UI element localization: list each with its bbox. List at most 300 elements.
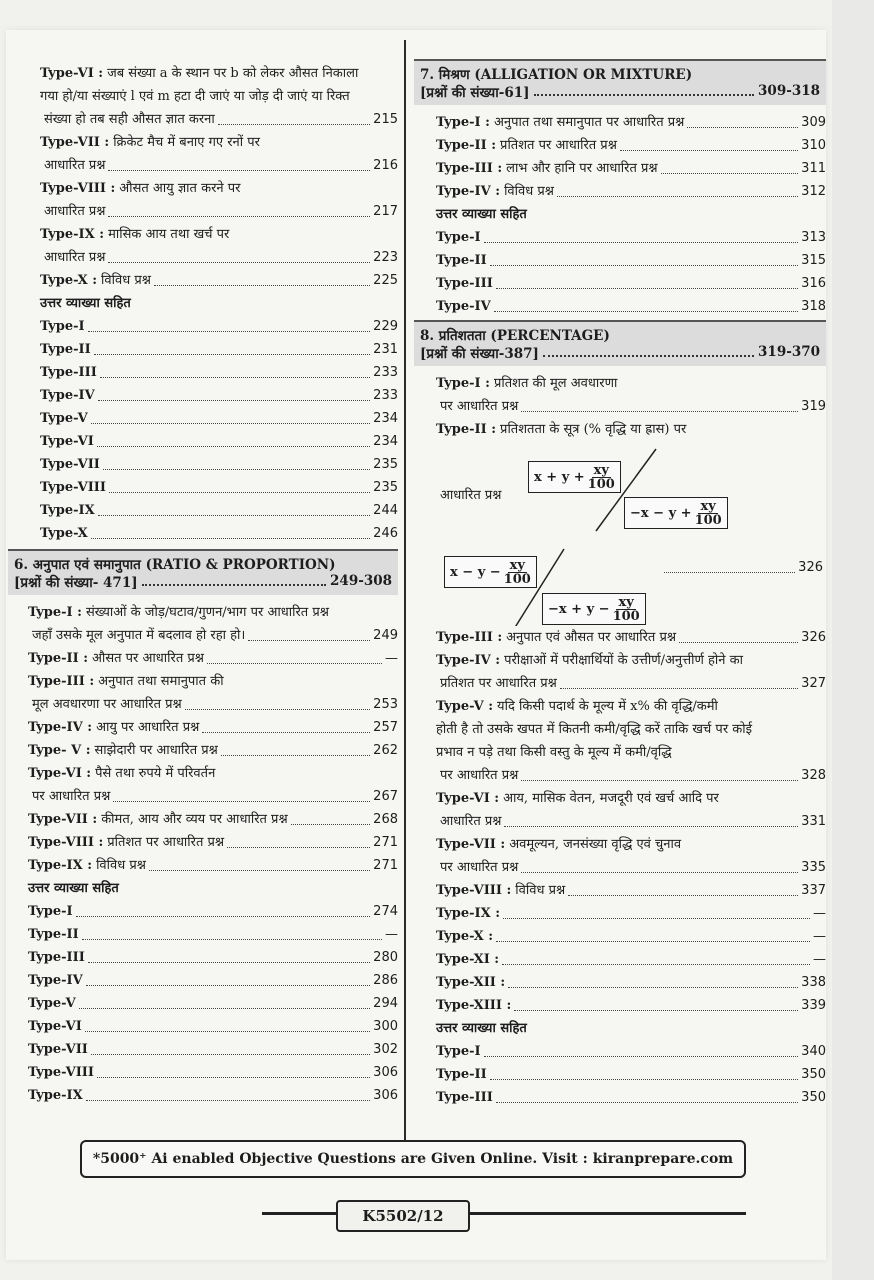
toc-line — [28, 785, 398, 808]
page-code: K5502/12 — [336, 1200, 470, 1232]
leader-dots — [82, 939, 382, 940]
leader-dots — [514, 1010, 798, 1011]
toc-text: पर आधारित प्रश्न — [32, 789, 111, 804]
toc-line — [436, 1040, 826, 1063]
toc-text: पर आधारित प्रश्न — [440, 768, 519, 783]
type-label: Type-II — [436, 253, 487, 268]
leader-dots — [568, 895, 798, 896]
type-label: Type-I — [436, 1044, 481, 1059]
type-label: Type-IX : — [28, 858, 93, 873]
toc-text: जब संख्या a के स्थान पर b को लेकर औसत निकाला — [107, 66, 359, 81]
leader-dots — [113, 801, 370, 802]
leader-dots — [502, 964, 810, 965]
fraction-denominator: 100 — [694, 512, 722, 528]
type-label: Type-VII — [28, 1042, 88, 1057]
leader-dots — [496, 1102, 798, 1103]
toc-line — [40, 200, 398, 223]
type-label: Type-IV — [28, 973, 83, 988]
toc-line — [28, 693, 398, 716]
type-label: Type-I — [436, 230, 481, 245]
type-label: Type-III : — [436, 630, 503, 645]
chapter-header — [414, 59, 826, 105]
toc-line — [436, 134, 826, 157]
toc-first-line — [436, 787, 826, 810]
toc-first-line — [436, 833, 826, 856]
toc-line — [436, 856, 826, 879]
leader-dots — [97, 1077, 370, 1078]
leader-dots — [679, 642, 798, 643]
fraction-denominator: 100 — [503, 571, 531, 587]
toc-line — [436, 157, 826, 180]
toc-first-line — [28, 601, 398, 624]
toc-line — [436, 272, 826, 295]
page-number: 280 — [373, 950, 398, 965]
fraction-numerator: xy — [618, 594, 634, 610]
toc-text: कीमत, आय और व्यय पर आधारित प्रश्न — [101, 812, 288, 827]
leader-dots — [202, 732, 370, 733]
chapter-count-line — [420, 344, 820, 362]
toc-line — [40, 246, 398, 269]
leader-dots — [504, 826, 798, 827]
slash-line — [596, 449, 656, 531]
toc-line — [28, 1015, 398, 1038]
type-label: Type-III — [40, 365, 97, 380]
toc-text: अवमूल्यन, जनसंख्या वृद्धि एवं चुनाव — [509, 837, 682, 852]
toc-line — [40, 269, 398, 292]
toc-text: अनुपात तथा समानुपात की — [98, 674, 224, 689]
page-number: 262 — [373, 743, 398, 758]
leader-dots — [76, 916, 371, 917]
toc-text: साझेदारी पर आधारित प्रश्न — [94, 743, 218, 758]
page-number: 257 — [373, 720, 398, 735]
page-number: 235 — [373, 480, 398, 495]
slash-line — [514, 549, 564, 626]
page-number: 268 — [373, 812, 398, 827]
toc-line — [28, 854, 398, 877]
leader-dots — [91, 423, 370, 424]
type-label: Type-I — [40, 319, 85, 334]
toc-text-line: उत्तर व्याख्या सहित — [436, 207, 527, 222]
leader-dots — [494, 311, 798, 312]
toc-line — [436, 226, 826, 249]
toc-text: पर आधारित प्रश्न — [440, 399, 519, 414]
type-label: Type-II : — [436, 138, 497, 153]
type-label: Type-III — [28, 950, 85, 965]
toc-line — [40, 499, 398, 522]
toc-text: लाभ और हानि पर आधारित प्रश्न — [506, 161, 658, 176]
leader-dots — [543, 344, 754, 357]
fraction-numerator: xy — [509, 557, 525, 573]
toc-text: अनुपात तथा समानुपात पर आधारित प्रश्न — [493, 115, 685, 130]
page-number: 302 — [373, 1042, 398, 1057]
type-label: Type-X : — [436, 929, 494, 944]
leader-dots — [291, 824, 371, 825]
toc-text: आधारित प्रश्न — [44, 158, 106, 173]
page-number: 311 — [801, 161, 826, 176]
fraction-numerator: xy — [593, 462, 609, 478]
formula-slash-lines — [436, 441, 736, 626]
page-number: 318 — [801, 299, 826, 314]
leader-dots — [484, 242, 799, 243]
toc-line — [28, 992, 398, 1015]
toc-text: औसत आयु ज्ञात करने पर — [119, 181, 241, 196]
toc-text: विविध प्रश्न — [96, 858, 146, 873]
page-number: — — [385, 927, 398, 942]
leader-dots — [664, 572, 795, 573]
type-label: Type-VII — [40, 457, 100, 472]
leader-dots — [88, 331, 371, 332]
page-number: — — [813, 929, 826, 944]
page-number: 328 — [801, 768, 826, 783]
toc-line — [40, 361, 398, 384]
toc-text: औसत पर आधारित प्रश्न — [92, 651, 204, 666]
leader-dots — [620, 150, 798, 151]
toc-text: प्रतिशत पर आधारित प्रश्न — [440, 676, 557, 691]
toc-text: क्रिकेट मैच में बनाए गए रनों पर — [113, 135, 260, 150]
toc-line — [28, 647, 398, 670]
toc-text: यदि किसी पदार्थ के मूल्य में x% की वृद्धि/कमी — [497, 699, 718, 714]
toc-line — [28, 739, 398, 762]
type-label: Type-II : — [28, 651, 89, 666]
toc-text-line: उत्तर व्याख्या सहित — [436, 1021, 527, 1036]
page-number: 286 — [373, 973, 398, 988]
type-label: Type-VI : — [40, 66, 104, 81]
toc-text: पैसे तथा रुपये में परिवर्तन — [95, 766, 216, 781]
chapter-title: 6. अनुपात एवं समानुपात (RATIO & PROPORTION) — [14, 557, 336, 573]
toc-line — [28, 808, 398, 831]
type-label: Type-IV — [436, 299, 491, 314]
toc-line — [436, 180, 826, 203]
page-number: 315 — [801, 253, 826, 268]
fraction-denominator: 100 — [612, 608, 640, 624]
leader-dots — [687, 127, 798, 128]
type-label: Type-IV — [40, 388, 95, 403]
toc-text: मासिक आय तथा खर्च पर — [108, 227, 230, 242]
chapter-count-line — [14, 573, 392, 591]
toc-line — [436, 902, 826, 925]
type-label: Type-IV : — [28, 720, 93, 735]
toc-line — [436, 295, 826, 318]
type-label: Type-IV : — [436, 184, 501, 199]
leader-dots — [490, 265, 798, 266]
page-number: 337 — [801, 883, 826, 898]
type-label: Type-III : — [28, 674, 95, 689]
toc-text: प्रतिशत पर आधारित प्रश्न — [107, 835, 225, 850]
page-number: 300 — [373, 1019, 398, 1034]
page-number: 350 — [801, 1067, 826, 1082]
page-number: 271 — [373, 858, 398, 873]
leader-dots — [521, 411, 798, 412]
type-label: Type- V : — [28, 743, 91, 758]
leader-dots — [98, 515, 370, 516]
type-label: Type-I — [28, 904, 73, 919]
type-label: Type-II — [40, 342, 91, 357]
toc-text: संख्या हो तब सही औसत ज्ञात करना — [44, 112, 215, 127]
chapter-7 — [420, 59, 826, 318]
page-number: 271 — [373, 835, 398, 850]
page-number: 326 — [798, 560, 823, 575]
page-number: 306 — [373, 1088, 398, 1103]
toc-text-line: उत्तर व्याख्या सहित — [40, 296, 131, 311]
type-label: Type-XIII : — [436, 998, 512, 1013]
question-count: [प्रश्नों की संख्या- 471] — [14, 575, 138, 591]
code-rule-right — [466, 1212, 746, 1215]
page-number: 326 — [801, 630, 826, 645]
toc-line — [436, 1063, 826, 1086]
leader-dots — [108, 216, 370, 217]
code-rule-left — [262, 1212, 336, 1215]
leader-dots — [97, 446, 370, 447]
toc-line — [28, 923, 398, 946]
type-label: Type-IV : — [436, 653, 501, 668]
toc-line — [40, 407, 398, 430]
page-number: 244 — [373, 503, 398, 518]
leader-dots — [108, 262, 370, 263]
toc-line — [661, 556, 823, 579]
toc-first-line — [436, 418, 826, 441]
page-number: 319 — [801, 399, 826, 414]
page-number: 267 — [373, 789, 398, 804]
chapter-6-entries — [10, 601, 398, 1107]
toc-text-line: प्रभाव न पड़े तथा किसी वस्तु के मूल्य में कमी/वृद्धि — [436, 745, 672, 760]
toc-line — [28, 831, 398, 854]
toc-first-line — [436, 695, 826, 718]
type-label: Type-V — [28, 996, 76, 1011]
page-range: 249-308 — [330, 573, 392, 589]
question-count: [प्रश्नों की संख्या-387] — [420, 346, 539, 362]
toc-text: आयु पर आधारित प्रश्न — [96, 720, 200, 735]
type-label: Type-III — [436, 1090, 493, 1105]
type-label: Type-X : — [40, 273, 98, 288]
leader-dots — [98, 400, 370, 401]
type-label: Type-I : — [436, 115, 490, 130]
page-number: 335 — [801, 860, 826, 875]
type-label: Type-III — [436, 276, 493, 291]
page-number: 223 — [373, 250, 398, 265]
page-number: 249 — [373, 628, 398, 643]
toc-text-line: उत्तर व्याख्या सहित — [28, 881, 119, 896]
toc-first-line — [40, 177, 398, 200]
toc-text: आधारित प्रश्न — [44, 204, 106, 219]
leader-dots — [521, 872, 798, 873]
leader-dots — [496, 941, 810, 942]
page-number: 225 — [373, 273, 398, 288]
toc-line — [40, 453, 398, 476]
toc-text: मूल अवधारणा पर आधारित प्रश्न — [32, 697, 182, 712]
type-label: Type-II : — [436, 422, 497, 437]
toc-text: विविध प्रश्न — [504, 184, 554, 199]
leader-dots — [218, 124, 370, 125]
book-edge — [832, 0, 874, 1280]
toc-text-line: गया हो/या संख्याएं l एवं m हटा दी जाएं या जोड़ दी जाएं या रिक्त — [40, 89, 350, 104]
page-range: 319-370 — [758, 344, 820, 360]
page-number: 253 — [373, 697, 398, 712]
leader-dots — [91, 1054, 370, 1055]
page-number: 350 — [801, 1090, 826, 1105]
toc-line — [436, 111, 826, 134]
chapter-count-line — [420, 83, 820, 101]
toc-first-line — [40, 223, 398, 246]
leader-dots — [560, 688, 798, 689]
type-label: Type-IX — [40, 503, 95, 518]
type-label: Type-IX — [28, 1088, 83, 1103]
page-number: 215 — [373, 112, 398, 127]
type-label: Type-V — [40, 411, 88, 426]
page-number: 316 — [801, 276, 826, 291]
toc-line — [436, 672, 826, 695]
toc-text: प्रतिशत पर आधारित प्रश्न — [500, 138, 617, 153]
chapter-header — [414, 320, 826, 366]
toc-text: पर आधारित प्रश्न — [440, 860, 519, 875]
toc-line — [28, 946, 398, 969]
leader-dots — [503, 918, 810, 919]
leader-dots — [534, 83, 755, 96]
type-label: Type-VIII : — [436, 883, 512, 898]
page-number: 306 — [373, 1065, 398, 1080]
leader-dots — [154, 285, 370, 286]
toc-line — [28, 1084, 398, 1107]
page-number: 216 — [373, 158, 398, 173]
left-column — [10, 62, 398, 1107]
page-number: 246 — [373, 526, 398, 541]
type-label: Type-VI — [28, 1019, 82, 1034]
toc-first-line — [28, 670, 398, 693]
toc-line — [40, 476, 398, 499]
toc-line — [28, 1038, 398, 1061]
type-label: Type-IX : — [40, 227, 105, 242]
leader-dots — [94, 354, 370, 355]
page-number: 339 — [801, 998, 826, 1013]
page-range: 309-318 — [758, 83, 820, 99]
toc-line — [436, 249, 826, 272]
toc-line — [436, 395, 826, 418]
leader-dots — [207, 663, 382, 664]
type-label: Type-X — [40, 526, 88, 541]
toc-line — [436, 879, 826, 902]
chapter-6 — [10, 549, 398, 1107]
toc-text: संख्याओं के जोड़/घटाव/गुणन/भाग पर आधारित प्रश्न — [85, 605, 329, 620]
formula-term: −x + y − — [548, 601, 610, 617]
type-label: Type-II — [28, 927, 79, 942]
toc-line — [436, 764, 826, 787]
type-label: Type-VI : — [28, 766, 92, 781]
type-label: Type-XI : — [436, 952, 500, 967]
toc-line — [28, 624, 398, 647]
page-number: 231 — [373, 342, 398, 357]
page-number: 274 — [373, 904, 398, 919]
type-label: Type-VIII — [40, 480, 106, 495]
toc-first-line — [436, 649, 826, 672]
leader-dots — [490, 1079, 798, 1080]
formula-term: x + y + — [534, 469, 585, 485]
page-number: 234 — [373, 411, 398, 426]
leader-dots — [91, 538, 370, 539]
page-number: 229 — [373, 319, 398, 334]
leader-dots — [521, 780, 798, 781]
toc-line — [40, 315, 398, 338]
toc-line — [436, 925, 826, 948]
chapter-title: 8. प्रतिशतता (PERCENTAGE) — [420, 328, 610, 344]
type-label: Type-VIII — [28, 1065, 94, 1080]
toc-line — [436, 1086, 826, 1109]
leader-dots — [108, 170, 370, 171]
formula-term: x − y − — [450, 564, 501, 580]
type-label: Type-XII : — [436, 975, 506, 990]
toc-line — [28, 969, 398, 992]
toc-line — [436, 810, 826, 833]
toc-text: परीक्षाओं में परीक्षार्थियों के उत्तीर्ण/अनुत्तीर्ण होने का — [504, 653, 743, 668]
toc-line — [436, 948, 826, 971]
toc-line — [28, 900, 398, 923]
page-number: 313 — [801, 230, 826, 245]
chapter-title: 7. मिश्रण (ALLIGATION OR MIXTURE) — [420, 67, 693, 83]
type-label: Type-VII : — [436, 837, 506, 852]
page-number: 233 — [373, 365, 398, 380]
leader-dots — [86, 1100, 370, 1101]
page-number: 294 — [373, 996, 398, 1011]
leader-dots — [142, 573, 326, 586]
question-count: [प्रश्नों की संख्या-61] — [420, 85, 530, 101]
toc-line — [436, 971, 826, 994]
leader-dots — [227, 847, 370, 848]
chapter-6-answers — [28, 877, 398, 1107]
formula-term: −x − y + — [630, 505, 692, 521]
fraction-denominator: 100 — [587, 476, 615, 492]
toc-line — [40, 430, 398, 453]
type-label: Type-I : — [28, 605, 82, 620]
toc-first-line — [40, 62, 398, 85]
type-label: Type-I : — [436, 376, 490, 391]
type-label: Type-III : — [436, 161, 503, 176]
leader-dots — [661, 173, 799, 174]
left-top-entries — [10, 62, 398, 545]
type-label: Type-VI : — [436, 791, 500, 806]
type-label: Type-VII : — [28, 812, 98, 827]
page-number: 217 — [373, 204, 398, 219]
column-divider — [404, 40, 406, 1150]
toc-text: प्रतिशतता के सूत्र (% वृद्धि या ह्रास) पर — [500, 422, 687, 437]
type-label: Type-II — [436, 1067, 487, 1082]
toc-first-line — [40, 131, 398, 154]
page-number: 310 — [801, 138, 826, 153]
toc-line — [28, 1061, 398, 1084]
page-number: — — [385, 651, 398, 666]
toc-line — [40, 108, 398, 131]
chapter-8 — [420, 320, 826, 1109]
page-number: 309 — [801, 115, 826, 130]
leader-dots — [79, 1008, 370, 1009]
toc-line — [40, 338, 398, 361]
toc-text: प्रतिशत की मूल अवधारणा — [493, 376, 618, 391]
toc-first-line — [436, 372, 826, 395]
leader-dots — [86, 985, 370, 986]
toc-text: अनुपात एवं औसत पर आधारित प्रश्न — [506, 630, 677, 645]
page-number: — — [813, 952, 826, 967]
toc-line — [28, 716, 398, 739]
leader-dots — [109, 492, 370, 493]
toc-text: जहाँ उसके मूल अनुपात में बदलाव हो रहा हो। — [32, 628, 246, 643]
toc-line — [436, 994, 826, 1017]
toc-line — [436, 626, 826, 649]
leader-dots — [221, 755, 370, 756]
type-label: Type-VIII : — [40, 181, 116, 196]
page-number: 233 — [373, 388, 398, 403]
type-label: Type-V : — [436, 699, 494, 714]
leader-dots — [100, 377, 370, 378]
fraction-numerator: xy — [700, 498, 716, 514]
leader-dots — [484, 1056, 799, 1057]
toc-text: आय, मासिक वेतन, मजदूरी एवं खर्च आदि पर — [503, 791, 719, 806]
